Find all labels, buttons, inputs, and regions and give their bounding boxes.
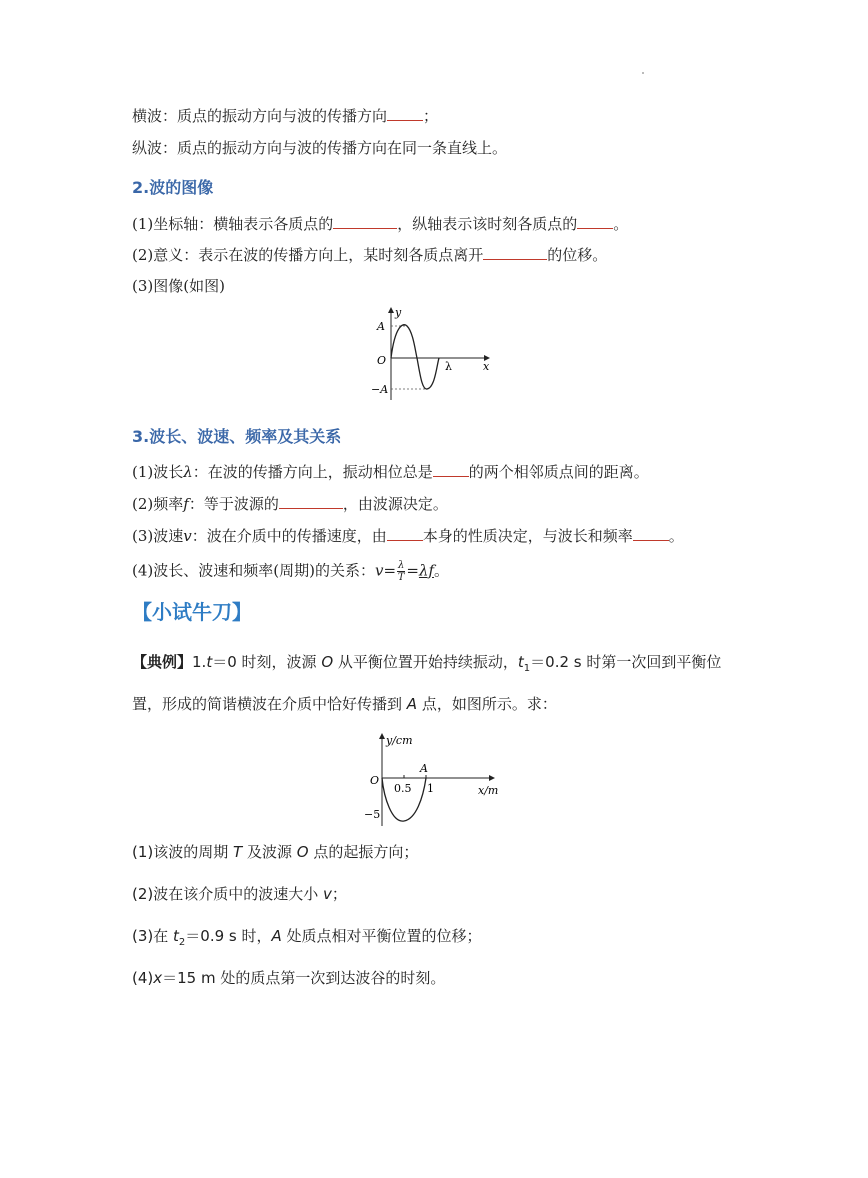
wl-text-3: 的两个相邻质点间的距离。: [468, 463, 649, 481]
rel-text-1: (4)波长、波速和频率(周期)的关系：: [132, 561, 375, 580]
axes-text-3: 。: [613, 215, 629, 233]
frac-den: T: [397, 572, 405, 583]
question-1: [132, 842, 418, 862]
rel-eq: =: [383, 561, 397, 580]
axes-text-1: (1)坐标轴：横轴表示各质点的: [132, 215, 334, 233]
graph-label: (3)图像(如图): [132, 277, 225, 295]
ex1-c: 从平衡位置开始持续振动，: [333, 653, 518, 671]
rel-eq2: =: [406, 561, 419, 580]
freq-text-1: (2)频率: [132, 495, 184, 513]
q4-a: (4): [132, 969, 154, 987]
wl-text-1: (1)波长: [132, 463, 184, 481]
answer-blank[interactable]: [577, 214, 613, 229]
ex-tick-label: 0.5: [394, 782, 412, 795]
ex2-a: 置，形成的简谐横波在介质中恰好传播到: [132, 695, 407, 713]
q3-t: t: [173, 927, 179, 945]
transverse-text: 横波：质点的振动方向与波的传播方向: [132, 107, 388, 125]
q1-T: T: [233, 843, 243, 861]
speed-text-2: ：波在介质中的传播速度，由: [191, 527, 387, 545]
scan-speck: [642, 72, 644, 74]
answer-blank[interactable]: [279, 494, 343, 509]
transverse-wave-line: [132, 106, 438, 126]
lambda-over-t: [397, 560, 405, 583]
rel-v: v: [374, 561, 384, 580]
speed-line: [132, 526, 684, 546]
origin-label: O: [377, 354, 387, 367]
q1-O: O: [296, 843, 309, 861]
wave-curve: [391, 325, 439, 389]
freq-symbol: f: [183, 495, 189, 513]
ex1-d: ＝0.2 s 时第一次回到平衡位: [530, 653, 722, 671]
ex1-o: O: [321, 653, 334, 671]
frac-num: λ: [398, 560, 405, 571]
q2-b: ；: [331, 885, 347, 903]
example-line-1: [132, 652, 721, 679]
lambda-label: λ: [445, 360, 452, 373]
neg-amp-label: −A: [371, 383, 389, 396]
answer-blank[interactable]: [387, 106, 423, 121]
q2-v: v: [323, 885, 332, 903]
freq-text-2: ：等于波源的: [188, 495, 279, 513]
question-4: [132, 968, 445, 988]
rel-end: 。: [434, 561, 450, 580]
ex1-a: 1.: [192, 653, 207, 671]
ex1-b: ＝0 时刻，波源: [212, 653, 322, 671]
section-3-heading: 3.波长、波速、频率及其关系: [132, 427, 342, 446]
x-label: x: [483, 360, 490, 373]
freq-text-3: ，由波源决定。: [342, 495, 448, 513]
ex-neg-label: −5: [364, 808, 381, 821]
speed-symbol: v: [183, 527, 192, 545]
ex1-t: t: [206, 653, 213, 671]
y-label: y: [395, 306, 402, 319]
q4-x: x: [153, 969, 163, 987]
question-2: [132, 884, 347, 904]
answer-blank[interactable]: [633, 526, 669, 541]
q3-A: A: [271, 927, 282, 945]
ex-y-label: y/cm: [386, 734, 413, 747]
q1-c: 点的起振方向；: [308, 843, 419, 861]
answer-blank[interactable]: [387, 526, 423, 541]
speed-text-4: 。: [668, 527, 684, 545]
q3-sub: 2: [178, 937, 186, 948]
q3-b: ＝0.9 s 时，: [185, 927, 272, 945]
example-tag: 【典例】: [132, 653, 193, 671]
ex-origin-label: O: [370, 774, 380, 787]
example-line-2: [132, 694, 557, 714]
question-3: [132, 926, 482, 953]
axes-line: [132, 214, 628, 234]
ex1-sub: 1: [523, 663, 531, 674]
practice-title: 【小试牛刀】: [132, 600, 252, 624]
meaning-text-1: (2)意义：表示在波的传播方向上，某时刻各质点离开: [132, 246, 484, 264]
transverse-end: ；: [423, 107, 439, 125]
speed-text-3: 本身的性质决定，与波长和频率: [422, 527, 633, 545]
section-2-heading: 2.波的图像: [132, 178, 214, 197]
ex2-A: A: [406, 695, 418, 713]
speed-text-1: (3)波速: [132, 527, 184, 545]
wave-figure: [365, 304, 495, 404]
amp-label: A: [377, 320, 385, 333]
wavelength-line: [132, 462, 649, 482]
answer-blank[interactable]: [483, 245, 547, 260]
relation-line: [132, 560, 449, 583]
q1-b: 及波源: [242, 843, 297, 861]
frequency-line: [132, 494, 448, 514]
axes-text-2: ，纵轴表示该时刻各质点的: [397, 215, 578, 233]
ex1-t1: t: [517, 653, 524, 671]
example-figure: [360, 728, 505, 828]
wl-text-2: ：在波的传播方向上，振动相位总是: [192, 463, 433, 481]
ex-one-label: 1: [427, 782, 434, 795]
answer-blank[interactable]: [433, 462, 469, 477]
q4-b: ＝15 m 处的质点第一次到达波谷的时刻。: [162, 969, 446, 987]
longitudinal-wave-line: 纵波：质点的振动方向与波的传播方向在同一条直线上。: [132, 139, 508, 157]
q1-a: (1)该波的周期: [132, 843, 234, 861]
ex-x-label: x/m: [478, 784, 499, 797]
rel-lf: λf: [418, 561, 435, 580]
meaning-line: [132, 245, 607, 265]
q2-a: (2)波在该介质中的波速大小: [132, 885, 324, 903]
answer-blank[interactable]: [333, 214, 397, 229]
ex-point-a: A: [420, 762, 428, 775]
ex2-b: 点，如图所示。求：: [417, 695, 557, 713]
q3-c: 处质点相对平衡位置的位移；: [281, 927, 482, 945]
q3-a: (3)在: [132, 927, 174, 945]
meaning-text-2: 的位移。: [547, 246, 608, 264]
wl-symbol: λ: [183, 463, 193, 481]
